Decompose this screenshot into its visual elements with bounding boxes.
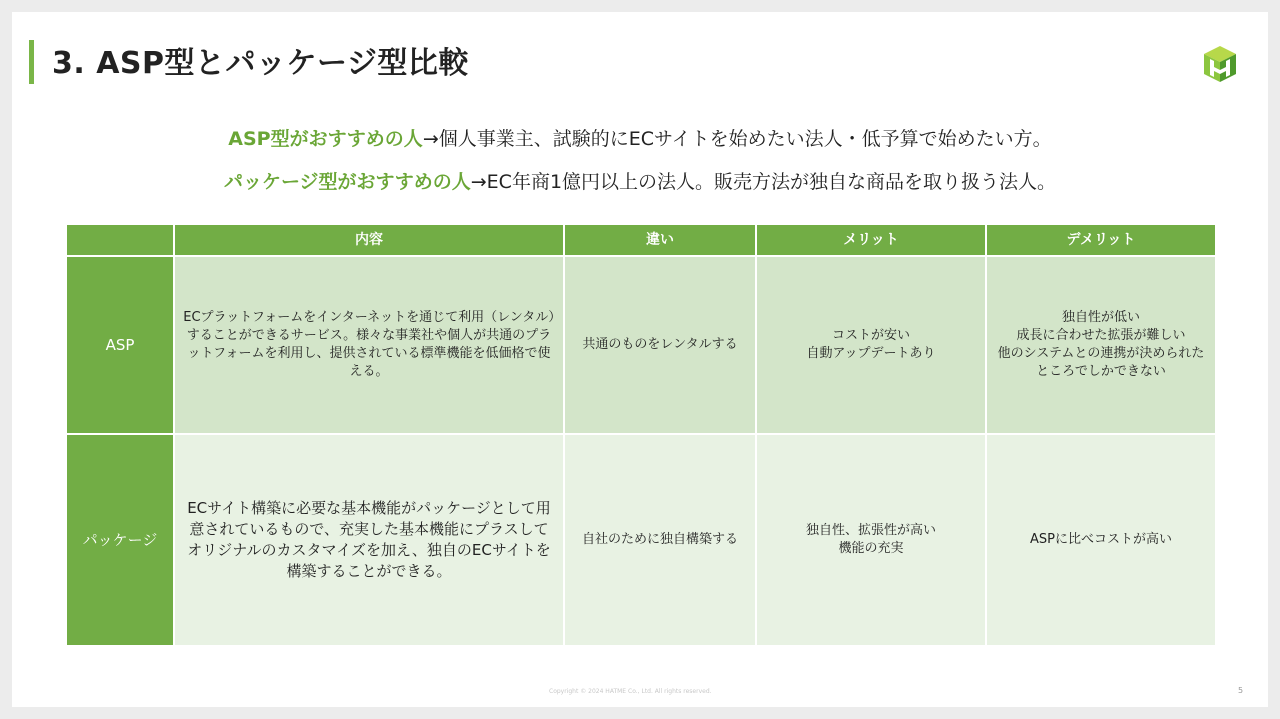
- table-row-package: [66, 434, 1216, 646]
- cell-package-demerit: ASPに比べコストが高い: [986, 434, 1216, 646]
- comparison-table: [65, 223, 1217, 647]
- intro-highlight-package: パッケージ型がおすすめの人: [223, 171, 471, 193]
- cell-asp-demerit: 独自性が低い 成長に合わせた拡張が難しい 他のシステムとの連携が決められたところでしかできない: [986, 256, 1216, 434]
- intro-text-asp: →個人事業主、試験的にECサイトを始めたい法人・低予算で始めたい方。: [422, 128, 1052, 150]
- header-corner: [66, 224, 174, 256]
- row-label-package: パッケージ: [66, 434, 174, 646]
- cell-package-difference: 自社のために独自構築する: [564, 434, 756, 646]
- slide-title: 3. ASP型とパッケージ型比較: [52, 46, 469, 81]
- cell-asp-difference: 共通のものをレンタルする: [564, 256, 756, 434]
- table-header-row: [66, 224, 1216, 256]
- cell-package-content: ECサイト構築に必要な基本機能がパッケージとして用意されているもので、充実した基本機能にプラスしてオリジナルのカスタマイズを加え、独自のECサイトを構築することができる。: [174, 434, 564, 646]
- intro-text-package: →EC年商1億円以上の法人。販売方法が独自な商品を取り扱う法人。: [470, 171, 1057, 193]
- intro-line-asp: [12, 124, 1268, 154]
- slide: [12, 12, 1268, 707]
- header-difference: 違い: [564, 224, 756, 256]
- page-number: 5: [1238, 686, 1244, 695]
- header-content: 内容: [174, 224, 564, 256]
- cell-asp-merit: コストが安い 自動アップデートあり: [756, 256, 986, 434]
- cell-package-merit: 独自性、拡張性が高い 機能の充実: [756, 434, 986, 646]
- header-merit: メリット: [756, 224, 986, 256]
- row-label-asp: ASP: [66, 256, 174, 434]
- intro-highlight-asp: ASP型がおすすめの人: [228, 128, 423, 150]
- header-demerit: デメリット: [986, 224, 1216, 256]
- title-accent-bar: [29, 40, 34, 84]
- intro-line-package: [12, 167, 1268, 197]
- table-row-asp: [66, 256, 1216, 434]
- company-logo-cube-icon: [1200, 44, 1240, 84]
- copyright-footer: Copyright © 2024 HATME Co., Ltd. All rights reserved.: [549, 688, 712, 695]
- cell-asp-content: ECプラットフォームをインターネットを通じて利用（レンタル）することができるサービス。様々な事業社や個人が共通のプラットフォームを利用し、提供されている標準機能を低価格で使える。: [174, 256, 564, 434]
